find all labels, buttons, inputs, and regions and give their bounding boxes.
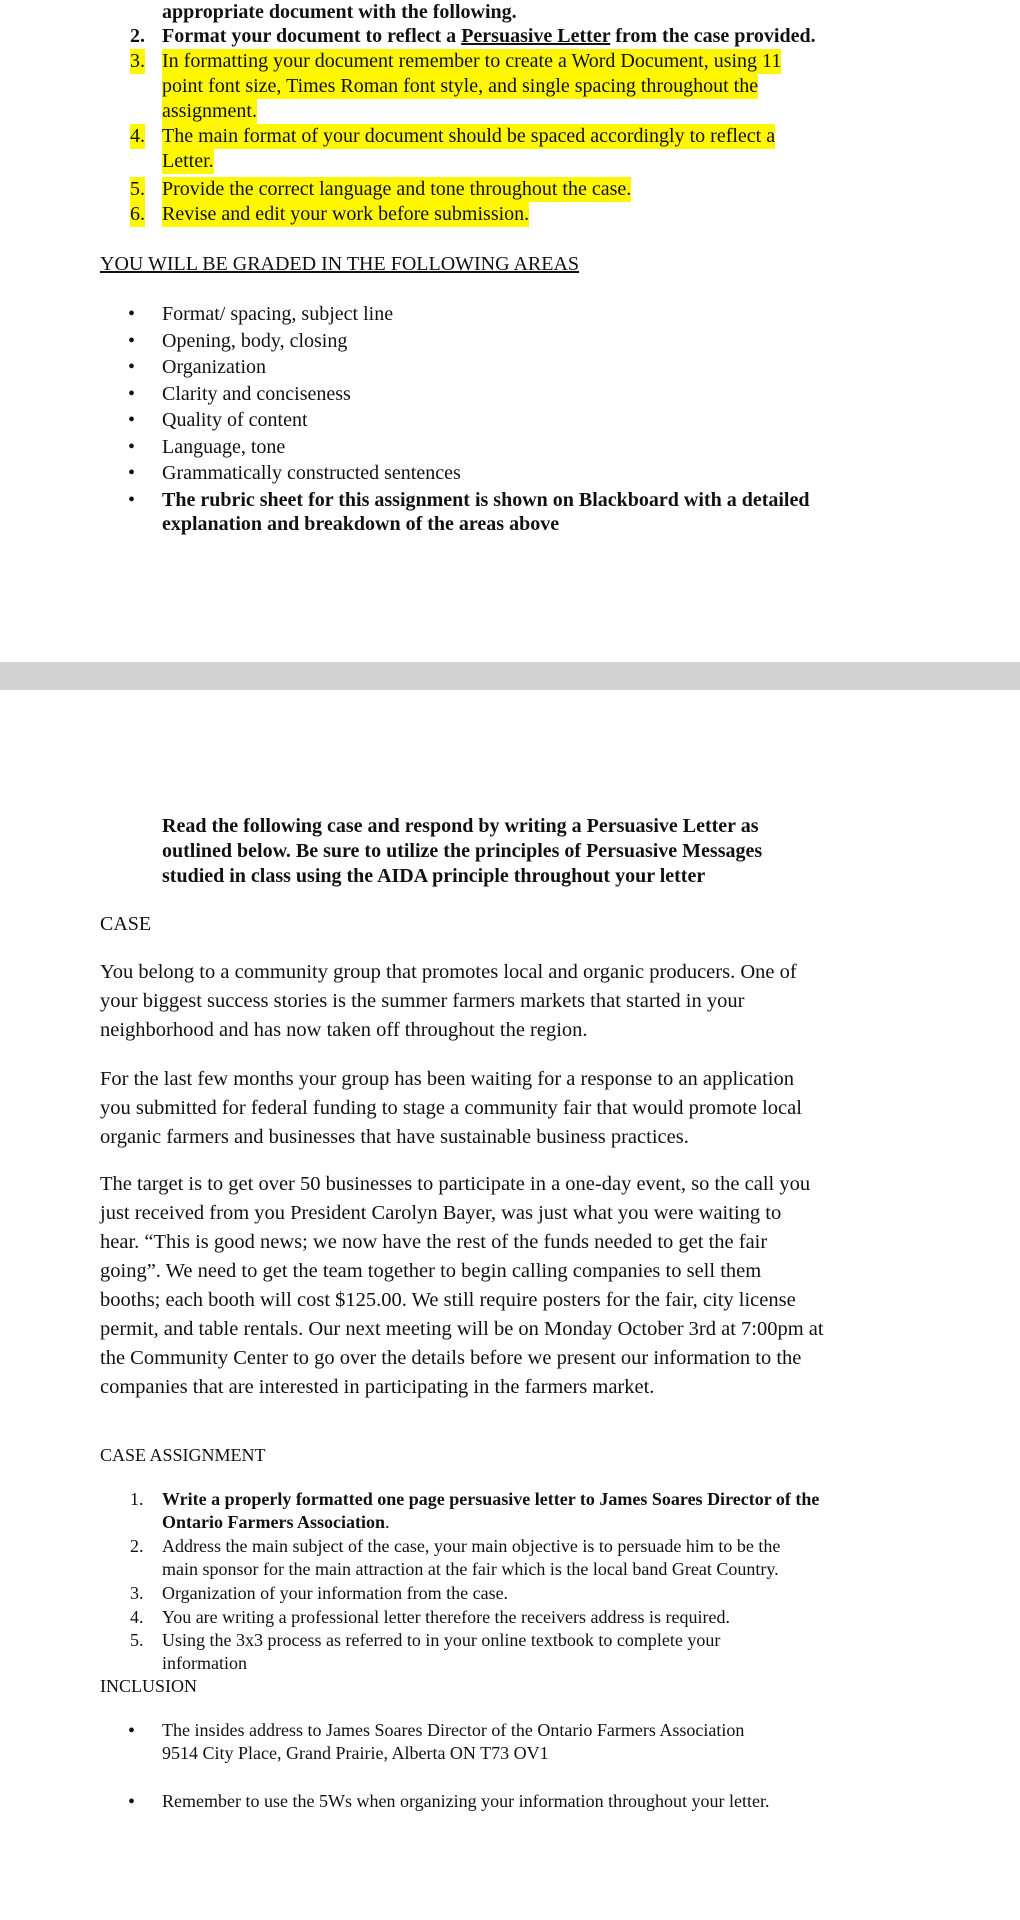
inclusion-heading: INCLUSION [100, 1676, 197, 1696]
case-intro-line-3: studied in class using the AIDA principle throughout your letter [162, 865, 706, 887]
assignment-1-line-1: Write a properly formatted one page persuasive letter to James Soares Director of the [162, 1489, 820, 1509]
instruction-3-line-3: assignment. [162, 100, 257, 122]
document-page-2 [0, 690, 1020, 1920]
instruction-3-line-2: point font size, Times Roman font style, and single spacing throughout the [162, 75, 759, 97]
assignment-4-line-1: You are writing a professional letter therefore the receivers address is required. [162, 1607, 730, 1627]
assignment-5-line-1: Using the 3x3 process as referred to in your online textbook to complete your [162, 1630, 721, 1650]
graded-item: Grammatically constructed sentences [162, 462, 461, 484]
graded-item: Quality of content [162, 409, 308, 431]
bullet-icon: • [128, 436, 136, 458]
rubric-line-1: The rubric sheet for this assignment is shown on Blackboard with a detailed [162, 489, 810, 511]
assignment-2-line-1: Address the main subject of the case, your main objective is to persuade him to be the [162, 1536, 781, 1556]
inclusion-2-line-1: Remember to use the 5Ws when organizing your information throughout your letter. [162, 1791, 770, 1811]
bullet-icon: • [128, 383, 136, 405]
instruction-5-number: 5. [130, 178, 145, 200]
bullet-icon: • [128, 462, 136, 484]
case-assignment-heading: CASE ASSIGNMENT [100, 1445, 266, 1465]
inclusion-1-line-2: 9514 City Place, Grand Prairie, Alberta ON T73 OV1 [162, 1743, 549, 1763]
inclusion-1-line-1: The insides address to James Soares Director of the Ontario Farmers Association [162, 1720, 745, 1740]
graded-item: Clarity and conciseness [162, 383, 351, 405]
case-intro-line-2: outlined below. Be sure to utilize the principles of Persuasive Messages [162, 840, 763, 862]
graded-item: Organization [162, 356, 267, 378]
case-heading: CASE [100, 913, 152, 935]
graded-areas-heading: YOU WILL BE GRADED IN THE FOLLOWING AREAS [100, 253, 580, 275]
assignment-1-number: 1. [130, 1489, 144, 1509]
instruction-4-number: 4. [130, 125, 145, 147]
instruction-6: Revise and edit your work before submission. [162, 203, 530, 225]
instruction-6-number: 6. [130, 203, 145, 225]
assignment-4-number: 4. [130, 1607, 144, 1627]
assignment-3-line-1: Organization of your information from the case. [162, 1583, 509, 1603]
rubric-line-2: explanation and breakdown of the areas above [162, 513, 560, 535]
document-page-1 [0, 0, 1020, 662]
assignment-2-number: 2. [130, 1536, 144, 1556]
assignment-5-line-2: information [162, 1653, 247, 1673]
instruction-4-line-1: The main format of your document should be spaced accordingly to reflect a [162, 125, 776, 147]
instruction-3-line-1: In formatting your document remember to create a Word Document, using 11 [162, 50, 782, 72]
page-separator [0, 662, 1020, 690]
instruction-2-number: 2. [130, 25, 145, 47]
graded-item: Opening, body, closing [162, 330, 348, 352]
bullet-icon: • [128, 330, 136, 352]
bullet-icon: • [128, 1791, 136, 1813]
graded-item: Format/ spacing, subject line [162, 303, 394, 325]
instruction-intro-tail: appropriate document with the following. [162, 1, 517, 23]
bullet-icon: • [128, 1720, 136, 1742]
instruction-2: Format your document to reflect a Persuasive Letter from the case provided. [162, 25, 816, 47]
instruction-3-number: 3. [130, 50, 145, 72]
instruction-5: Provide the correct language and tone throughout the case. [162, 178, 632, 200]
bullet-icon: • [128, 356, 136, 378]
bullet-icon: • [128, 409, 136, 431]
persuasive-letter-link: Persuasive Letter [461, 25, 611, 47]
case-paragraph-3: The target is to get over 50 businesses to participate in a one-day event, so the call you just received from you President Carolyn Bayer, was just what you were waiting to hear. “This is good news; we now have the rest of the funds needed to get the fair going”. We need to get the team together to begin calling companies to sell them booths; each booth will cost $125.00. We still require posters for the fair, city license permit, and table rentals. Our next meeting will be on Monday October 3rd at 7:00pm at the Community Center to go over the details before we present our information to the companies that are interested in participating in the farmers market. [100, 1173, 824, 1398]
case-paragraph-2: For the last few months your group has been waiting for a response to an application you submitted for federal funding to stage a community fair that would promote local organic farmers and businesses that have sustainable business practices. [100, 1068, 802, 1148]
graded-item: Language, tone [162, 436, 286, 458]
case-intro-line-1: Read the following case and respond by writing a Persuasive Letter as [162, 815, 759, 837]
assignment-5-number: 5. [130, 1630, 144, 1650]
bullet-icon: • [128, 489, 136, 511]
case-paragraph-1: You belong to a community group that promotes local and organic producers. One of your biggest success stories is the summer farmers markets that started in your neighborhood and has now taken off throughout the region. [100, 961, 797, 1041]
instruction-4-line-2: Letter. [162, 150, 214, 172]
assignment-3-number: 3. [130, 1583, 144, 1603]
assignment-2-line-2: main sponsor for the main attraction at the fair which is the local band Great Country. [162, 1559, 779, 1579]
assignment-1-line-2: Ontario Farmers Association. [162, 1512, 390, 1532]
bullet-icon: • [128, 303, 136, 325]
